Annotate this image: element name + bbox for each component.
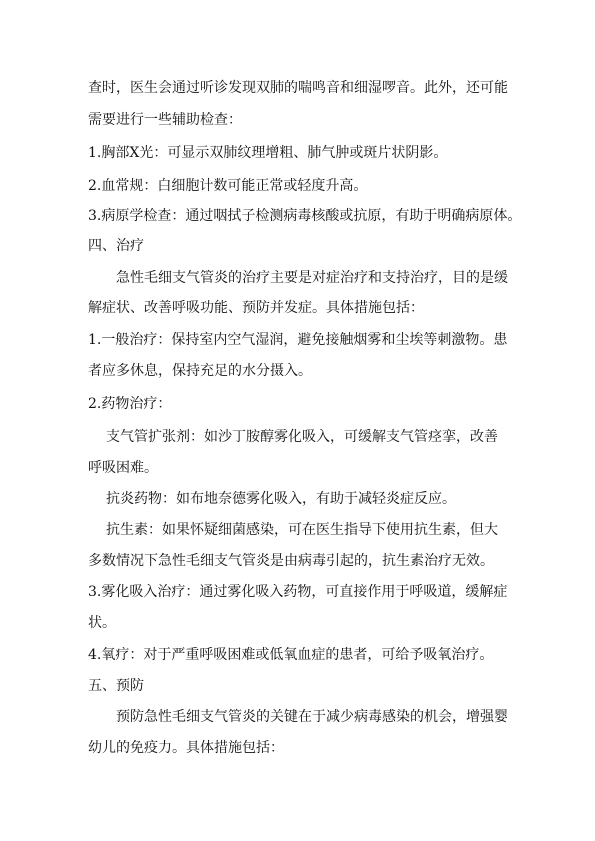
paragraph-line: 抗炎药物：如布地奈德雾化吸入，有助于减轻炎症反应。 <box>106 491 456 507</box>
paragraph-line: 状。 <box>88 615 116 631</box>
list-item-drug-treatment: 2.药物治疗： <box>88 396 172 412</box>
paragraph-line: 查时，医生会通过听诊发现双肺的喘鸣音和细湿啰音。此外，还可能 <box>88 80 508 96</box>
list-item-etiology: 3.病原学检查：通过咽拭子检测病毒核酸或抗原，有助于明确病原体。 <box>88 208 522 224</box>
paragraph-line: 需要进行一些辅助检查： <box>88 112 242 128</box>
paragraph-line: 解症状、改善呼吸功能、预防并发症。具体措施包括： <box>88 300 424 316</box>
section-heading-prevention: 五、预防 <box>88 678 144 694</box>
list-item-general-treatment: 1.一般治疗：保持室内空气湿润，避免接触烟雾和尘埃等刺激物。患 <box>88 332 508 348</box>
paragraph-line: 呼吸困难。 <box>88 460 158 476</box>
paragraph-line: 幼儿的免疫力。具体措施包括： <box>88 740 284 756</box>
paragraph-line: 预防急性毛细支气管炎的关键在于减少病毒感染的机会，增强婴 <box>116 709 508 725</box>
list-item-chest-xray: 1.胸部X光：可显示双肺纹理增粗、肺气肿或斑片状阴影。 <box>88 145 448 161</box>
paragraph-line: 抗生素：如果怀疑细菌感染，可在医生指导下使用抗生素，但大 <box>106 522 498 538</box>
paragraph-line: 支气管扩张剂：如沙丁胺醇雾化吸入，可缓解支气管痉挛，改善 <box>106 429 498 445</box>
list-item-oxygen-therapy: 4.氧疗：对于严重呼吸困难或低氧血症的患者，可给予吸氧治疗。 <box>88 647 494 663</box>
paragraph-line: 急性毛细支气管炎的治疗主要是对症治疗和支持治疗，目的是缓 <box>116 270 508 286</box>
section-heading-treatment: 四、治疗 <box>88 238 144 254</box>
paragraph-line: 者应多休息，保持充足的水分摄入。 <box>88 363 312 379</box>
paragraph-line: 多数情况下急性毛细支气管炎是由病毒引起的，抗生素治疗无效。 <box>88 553 494 569</box>
list-item-blood-routine: 2.血常规：白细胞计数可能正常或轻度升高。 <box>88 178 368 194</box>
list-item-nebulization: 3.雾化吸入治疗：通过雾化吸入药物，可直接作用于呼吸道，缓解症 <box>88 584 508 600</box>
